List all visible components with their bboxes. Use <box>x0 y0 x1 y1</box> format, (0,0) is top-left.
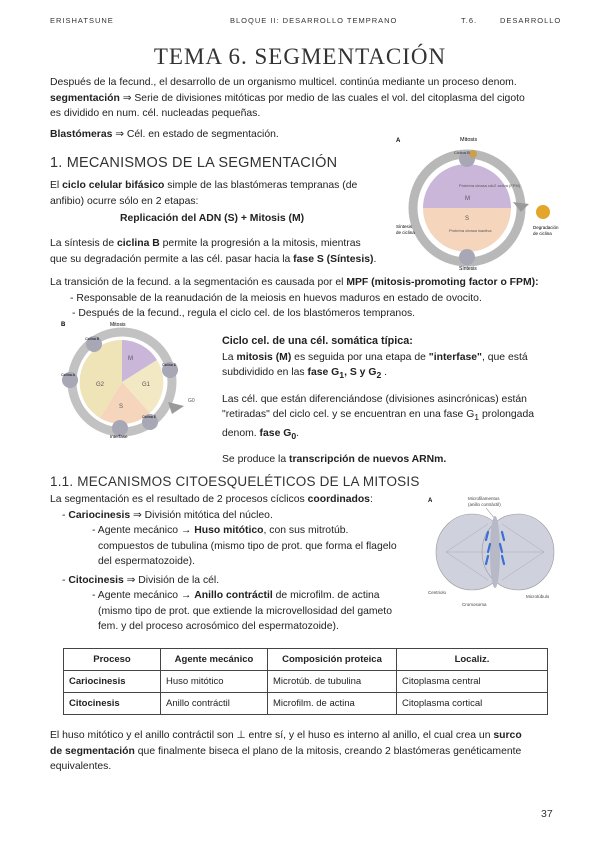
fig-b-m-label: M <box>128 356 133 362</box>
fig-a-letter: A <box>396 138 401 144</box>
t-l1-c: es seguida por una etapa de <box>291 351 429 363</box>
t-l5-sub: 0 <box>291 430 297 441</box>
closing-line-1 <box>50 728 565 744</box>
fig-c-furrow <box>490 516 500 588</box>
fig-b-s-label: S <box>119 404 124 410</box>
fig-a-arrowhead <box>513 202 529 212</box>
cario-sub-3: del espermatozoide). <box>98 556 196 567</box>
replication-formula: Replicación del ADN (S) + Mitosis (M) <box>120 213 305 224</box>
fig-a-degraded-ciclina <box>536 205 550 219</box>
closing-a: El huso mitótico y el anillo contráctil son ⊥ entre sí, y el huso es interno al anillo, el cual crea un <box>50 730 494 741</box>
header-author: ERISHATSUNE <box>50 16 114 25</box>
t-l6-b: transcripción de nuevos ARNm. <box>289 454 447 466</box>
s1-p1-line1 <box>50 178 390 194</box>
t-l1-d: "interfase" <box>428 351 482 363</box>
table-header-row <box>64 649 548 671</box>
cariocinesis-line <box>50 508 420 524</box>
fig-b-ciclina-d: Ciclina D <box>162 363 177 367</box>
tipico-line-5 <box>222 426 567 445</box>
t-l1-a: La <box>222 351 237 363</box>
cario-sub-1 <box>50 523 420 539</box>
tipico-line-6 <box>222 452 567 468</box>
section-1-paragraph-2 <box>50 236 390 267</box>
fig-c-microtubulo: Microtúbulo <box>526 594 550 599</box>
s11-intro-c: : <box>369 494 373 505</box>
table-row <box>64 693 548 715</box>
table-cell: Huso mitótico <box>161 671 268 693</box>
table-cell: Citoplasma cortical <box>397 693 548 715</box>
fig-b-g1-label: G1 <box>142 382 151 388</box>
blastomeras-text: ⇒ Cél. en estado de segmentación. <box>112 129 279 140</box>
figure-b-cycle <box>58 318 208 440</box>
tipico-line-4 <box>222 407 567 426</box>
t-l2-sub2: 2 <box>376 370 382 381</box>
process-table <box>63 648 548 715</box>
cario-sub-c: , con sus mitrotúb. <box>263 525 349 536</box>
table-cell: Microfilm. de actina <box>268 693 397 715</box>
fig-b-g0-label: G0 <box>188 398 195 404</box>
citocinesis-line <box>50 573 420 589</box>
section-1-paragraph-3 <box>50 275 570 322</box>
cario-sub-a: - Agente mecánico → <box>92 525 195 536</box>
s11-intro-a: La segmentación es el resultado de 2 procesos cíclicos <box>50 494 308 505</box>
s1-p2-line1 <box>50 236 390 252</box>
fig-c-microfil-1: Microfilamentos <box>468 496 500 501</box>
intro-term: segmentación <box>50 92 120 104</box>
table-cell: Microtúb. de tubulina <box>268 671 397 693</box>
s11-intro-b: coordinados <box>307 494 370 505</box>
cario-dash: - <box>62 509 66 521</box>
cariocinesis-term: Cariocinesis <box>68 509 131 521</box>
section-1-1-body <box>50 492 420 635</box>
cito-sub-3: fem. y del proceso acrosómico del espermatozoide). <box>98 621 339 632</box>
s1-p3-a: La transición de la fecund. a la segmentación es causada por el <box>50 277 347 288</box>
tipico-line-2 <box>222 365 567 384</box>
cario-sub-2: compuestos de tubulina (mismo tipo de prot. que forma el flagelo <box>98 540 397 552</box>
fig-b-bottom-label: Interfase <box>110 434 128 439</box>
s11-intro <box>50 492 420 508</box>
fig-a-left-label-2: de ciclina <box>396 230 415 235</box>
fig-a-left-label-1: Síntesis <box>396 224 413 229</box>
huso-term: Huso mitótico <box>194 525 264 536</box>
s1-p1-c: simple de las blastómeras tempranas (de <box>164 180 358 191</box>
fig-a-top-label: Mitosis <box>460 137 478 143</box>
t-l4-a: "retiradas" del ciclo cel. y se encuentran en una fase G <box>222 409 475 421</box>
closing-line-2 <box>50 744 565 760</box>
header-tema-number: T.6. <box>461 16 478 25</box>
t-l2-b: fase G <box>307 367 340 378</box>
table-cell: Citocinesis <box>64 693 161 715</box>
intro-line-2-text: ⇒ Serie de divisiones mitóticas por medio de las cuales el vol. del citoplasma del cigoto <box>119 92 525 104</box>
figure-c-mitosis <box>426 494 562 614</box>
page-title: TEMA 6. SEGMENTACIÓN <box>153 44 447 69</box>
cario-rest: ⇒ División mitótica del núcleo. <box>130 509 273 521</box>
fig-b-letter: B <box>61 322 66 328</box>
fig-a-mpf-active: Proteína cinasa cdc2 activa (FPM) <box>459 183 521 188</box>
t-l4-sub: 1 <box>474 412 480 423</box>
fig-b-ciclina-a: Ciclina A <box>61 373 75 377</box>
fig-b-top-label: Mitosis <box>110 322 126 328</box>
t-l2-d: . <box>381 367 388 378</box>
fig-a-mpf-inactive: Proteína cinasa inactiva <box>449 228 492 233</box>
t-l2-a: subdividido en las <box>222 367 308 378</box>
fig-c-microfil-2: (anillo contráctil) <box>468 502 501 507</box>
closing-paragraph <box>50 728 565 775</box>
s1-p2-a: La síntesis de <box>50 238 118 249</box>
closing-b: surco <box>493 730 522 741</box>
fig-a-ciclina-label: Ciclina B <box>454 150 470 155</box>
s1-p2-bold-2: fase S (Síntesis) <box>293 253 374 265</box>
table-header: Composición proteica <box>268 649 397 671</box>
cito-sub-1 <box>50 588 420 604</box>
header-block: BLOQUE II: DESARROLLO TEMPRANO <box>230 16 398 25</box>
surco-term: de segmentación <box>50 745 135 757</box>
fig-a-s-label: S <box>465 216 470 222</box>
s1-p2-bold: ciclina B <box>117 238 160 249</box>
table-cell: Cariocinesis <box>64 671 161 693</box>
section-1-heading: 1. MECANISMOS DE LA SEGMENTACIÓN <box>50 155 338 171</box>
anillo-term: Anillo contráctil <box>194 590 273 601</box>
fig-b-ciclina-e: Ciclina E <box>142 415 157 419</box>
s1-p1-line2: anfibio) ocurre sólo en 2 etapas: <box>50 195 199 207</box>
tipico-line-3: Las cél. que están diferenciándose (divisiones asincrónicas) están <box>222 393 527 405</box>
t-l4-b: prolongada <box>479 409 534 421</box>
intro-line-2 <box>50 91 560 107</box>
intro-line-1: Después de la fecund., el desarrollo de un organismo multicel. continúa mediante un proceso denom. <box>50 77 517 88</box>
page-number: 37 <box>541 808 553 820</box>
cito-sub-c: de microfilm. de actina <box>272 590 380 601</box>
t-l1-b: mitosis (M) <box>236 351 292 363</box>
fig-b-ciclina-b: Ciclina B <box>85 337 100 341</box>
header-section: DESARROLLO <box>500 16 562 25</box>
fig-c-letter: A <box>428 498 433 504</box>
fig-a-m-label: M <box>465 196 470 202</box>
table-row <box>64 671 548 693</box>
tipico-block <box>222 334 567 468</box>
section-1-paragraph-1 <box>50 178 390 209</box>
closing-d: que finalmente biseca el plano de la mitosis, creando 2 blastómeras genéticamente <box>134 745 522 757</box>
mpf-bullet-2: - Después de la fecund., regula el ciclo cel. de los blastómeros tempranos. <box>72 308 416 319</box>
s1-p2-f: . <box>373 253 377 265</box>
s1-p2-c: permite la progresión a la mitosis, mientras <box>159 238 361 249</box>
intro-paragraph <box>50 75 560 122</box>
cito-rest: ⇒ División de la cél. <box>123 574 220 586</box>
figure-a-cycle <box>393 132 563 272</box>
fig-c-cromosoma: Cromosoma <box>462 602 487 607</box>
fig-a-right-label-2: de ciclina <box>533 231 552 236</box>
citocinesis-term: Citocinesis <box>68 574 124 586</box>
table-cell: Anillo contráctil <box>161 693 268 715</box>
mpf-bullet-1: - Responsable de la reanudación de la meiosis en huevos maduros en estado de ovocito. <box>70 292 482 304</box>
cito-sub-2: (mismo tipo de prot. que extiende la microvellosidad del gameto <box>98 605 392 617</box>
t-l1-e: , que está <box>481 351 528 363</box>
s1-p1-a: El <box>50 180 63 191</box>
tipico-line-1 <box>222 350 567 366</box>
blastomeras-term: Blastómeras <box>50 129 113 140</box>
t-l5-c: . <box>296 427 300 439</box>
cito-dash: - <box>62 574 66 586</box>
fig-a-protein-bottom <box>459 249 475 265</box>
fig-a-ciclina-blob <box>469 150 477 158</box>
tipico-heading: Ciclo cel. de una cél. somática típica: <box>222 335 413 347</box>
closing-line-3: equivalentes. <box>50 761 112 772</box>
mpf-term: MPF (mitosis-promoting factor o FPM): <box>346 277 539 288</box>
t-l5-a: denom. <box>222 427 260 439</box>
s1-p1-bold: ciclo celular bifásico <box>62 180 165 191</box>
blastomeras-definition <box>50 127 279 143</box>
fig-b-g2-label: G2 <box>96 382 105 388</box>
table-header: Proceso <box>64 649 161 671</box>
t-l5-b: fase G <box>259 427 292 439</box>
t-l6-a: Se produce la <box>222 454 290 466</box>
s1-p2-line2 <box>50 252 390 268</box>
fig-a-right-label-1: Degradación <box>533 225 559 230</box>
intro-line-3: es dividido en num. cél. nucleadas pequeñas. <box>50 108 261 119</box>
table-cell: Citoplasma central <box>397 671 548 693</box>
section-1-1-heading: 1.1. MECANISMOS CITOESQUELÉTICOS DE LA MITOSIS <box>50 474 420 489</box>
table-header: Agente mecánico <box>161 649 268 671</box>
t-l2-c: , S y G <box>344 367 377 378</box>
t-l2-sub1: 1 <box>339 370 345 381</box>
s1-p3-line1 <box>50 275 570 291</box>
table-header: Localiz. <box>397 649 548 671</box>
fig-c-centriolo: Centriolo <box>428 590 447 595</box>
fig-b-arrowhead <box>168 402 184 414</box>
fig-a-bottom-label: Síntesis <box>459 266 477 272</box>
s1-p2-d: que su degradación permite a las cél. pasar hacia la <box>50 253 294 265</box>
cito-sub-a: - Agente mecánico → <box>92 590 195 601</box>
